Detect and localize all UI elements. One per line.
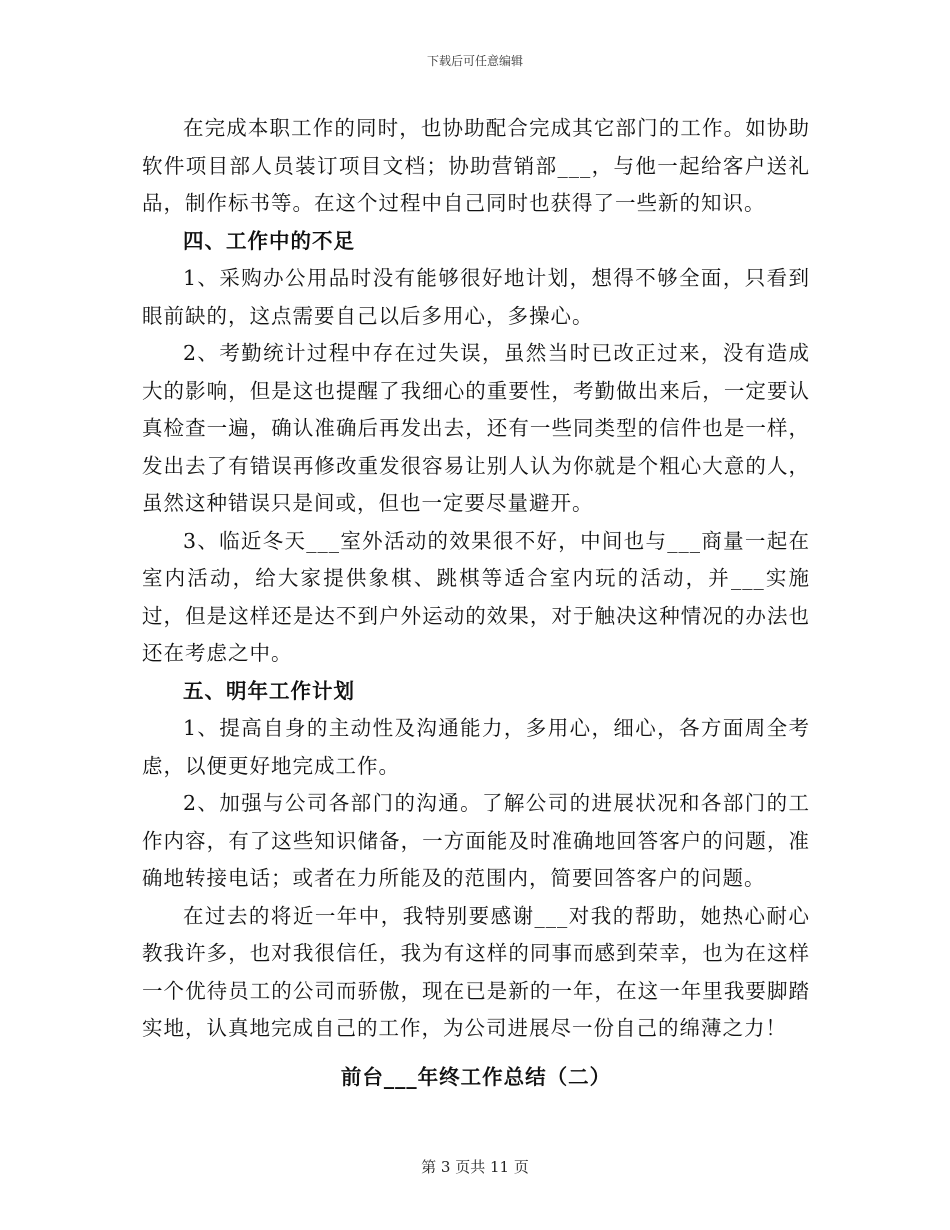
heading-shortcomings: 四、工作中的不足 xyxy=(183,228,355,253)
paragraph-shortcoming-1: 1、采购办公用品时没有能够很好地计划，想得不够全面，只看到眼前缺的，这点需要自己以后多用心，多操心。 xyxy=(142,266,810,328)
paragraph-assist-other-departments: 在完成本职工作的同时，也协助配合完成其它部门的工作。如协助软件项目部人员装订项目文档；协助营销部___，与他一起给客户送礼品，制作标书等。在这个过程中自己同时也获得了一些新的知识。 xyxy=(142,116,810,215)
paragraph-shortcoming-3: 3、临近冬天___室外活动的效果很不好，中间也与___商量一起在室内活动，给大家提供象棋、跳棋等适合室内玩的活动，并___实施过，但是这样还是达不到户外运动的效果，对于触决这种情况的办法也还在考虑之中。 xyxy=(142,528,810,665)
page-header: 下载后可任意编辑 xyxy=(426,54,523,68)
document-body xyxy=(142,110,810,1096)
paragraph-plan-2: 2、加强与公司各部门的沟通。了解公司的进展状况和各部门的工作内容，有了这些知识储备，一方面能及时准确地回答客户的问题，准确地转接电话；或者在力所能及的范围内，简要回答客户的问题。 xyxy=(142,791,810,890)
paragraph-thanks: 在过去的将近一年中，我特别要感谢___对我的帮助，她热心耐心教我许多，也对我很信任，我为有这样的同事而感到荣幸，也为在这样一个优待员工的公司而骄傲，现在已是新的一年，在这一年里我要脚踏实地，认真地完成自己的工作，为公司进展尽一份自己的绵薄之力！ xyxy=(142,903,810,1040)
page-footer: 第 3 页共 11 页 xyxy=(421,1158,529,1176)
section-title-summary-2: 前台___年终工作总结（二） xyxy=(340,1064,612,1089)
heading-next-year-plan: 五、明年工作计划 xyxy=(183,678,355,703)
paragraph-shortcoming-2: 2、考勤统计过程中存在过失误，虽然当时已改正过来，没有造成大的影响，但是这也提醒了我细心的重要性，考勤做出来后，一定要认真检查一遍，确认准确后再发出去，还有一些同类型的信件也是一样，发出去了有错误再修改重发很容易让别人认为你就是个粗心大意的人，虽然这种错误只是间或，但也一定要尽量避开。 xyxy=(142,341,810,515)
paragraph-plan-1: 1、提高自身的主动性及沟通能力，多用心，细心，各方面周全考虑，以便更好地完成工作。 xyxy=(142,716,810,778)
